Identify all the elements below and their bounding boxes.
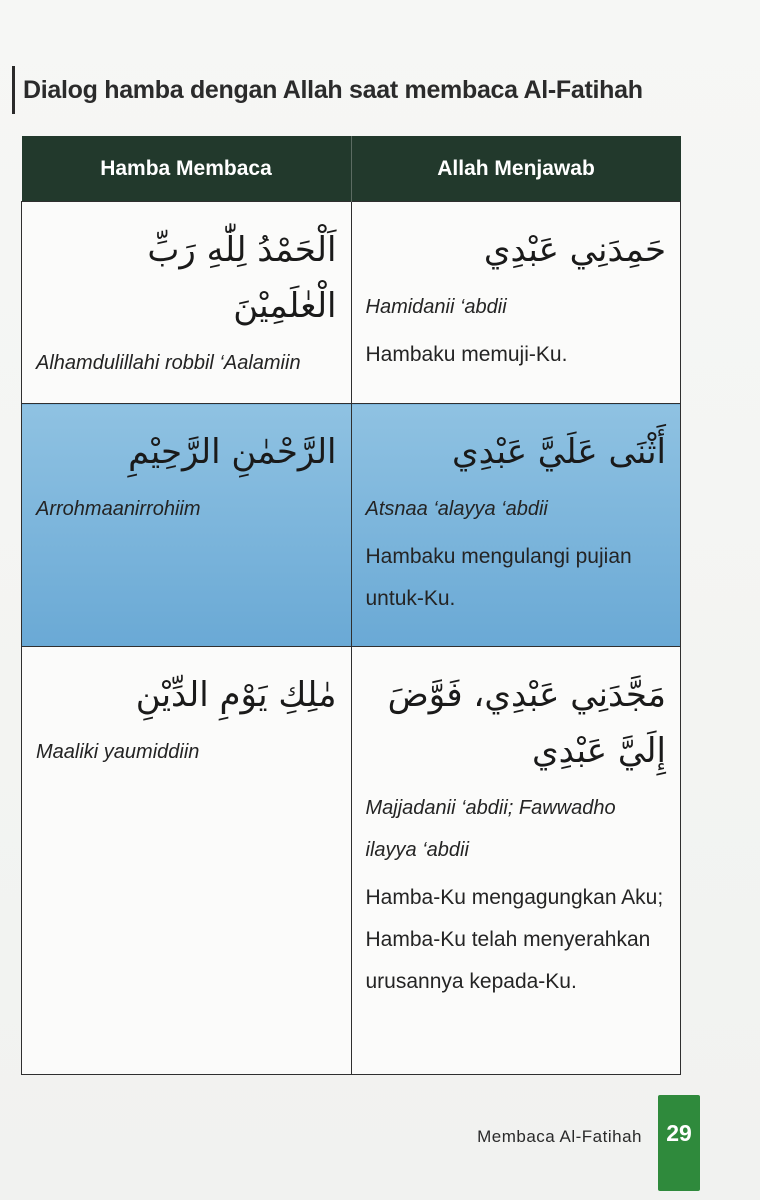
hamba-cell — [22, 202, 352, 404]
hamba-arabic-text: مٰلِكِ يَوْمِ الدِّيْنِ — [135, 675, 337, 715]
column-header-hamba: Hamba Membaca — [22, 136, 352, 202]
table-header-row — [22, 136, 681, 202]
hamba-transliteration: Alhamdulillahi robbil ‘Aalamiin — [36, 352, 301, 374]
allah-arabic-text: حَمِدَنِي عَبْدِي — [483, 230, 666, 270]
allah-arabic-text: مَجَّدَنِي عَبْدِي، فَوَّضَ إِلَيَّ عَبْدِي — [387, 675, 666, 771]
allah-meaning: Hamba-Ku mengagungkan Aku; Hamba-Ku telah menyerahkan urusannya kepada-Ku. — [365, 886, 664, 993]
allah-transliteration: Hamidanii ‘abdii — [365, 296, 507, 318]
dialog-table — [21, 136, 681, 1075]
allah-cell — [351, 647, 681, 1075]
section-heading — [12, 66, 692, 114]
allah-cell — [351, 404, 681, 647]
heading-text: Dialog hamba dengan Allah saat membaca Al-Fatihah — [23, 76, 643, 104]
hamba-transliteration: Arrohmaanirrohiim — [36, 498, 201, 520]
table-row — [22, 202, 681, 404]
hamba-arabic-text: اَلْحَمْدُ لِلّٰهِ رَبِّ الْعٰلَمِيْنَ — [147, 230, 337, 326]
column-header-allah: Allah Menjawab — [351, 136, 681, 202]
allah-transliteration: Majjadanii ‘abdii; Fawwadho ilayya ‘abdii — [365, 797, 616, 861]
hamba-transliteration: Maaliki yaumiddiin — [36, 741, 200, 763]
table-row — [22, 404, 681, 647]
hamba-cell — [22, 647, 352, 1075]
allah-transliteration: Atsnaa ‘alayya ‘abdii — [365, 498, 548, 520]
hamba-cell — [22, 404, 352, 647]
hamba-arabic-text: الرَّحْمٰنِ الرَّحِيْمِ — [128, 432, 337, 472]
allah-cell — [351, 202, 681, 404]
allah-meaning: Hambaku memuji-Ku. — [365, 343, 568, 366]
allah-arabic-text: أَثْنَى عَلَيَّ عَبْدِي — [451, 432, 666, 472]
running-footer-title: Membaca Al-Fatihah — [477, 1127, 642, 1146]
page-number: 29 — [666, 1120, 692, 1146]
allah-meaning: Hambaku mengulangi pujian untuk-Ku. — [365, 545, 632, 610]
table-row — [22, 647, 681, 1075]
